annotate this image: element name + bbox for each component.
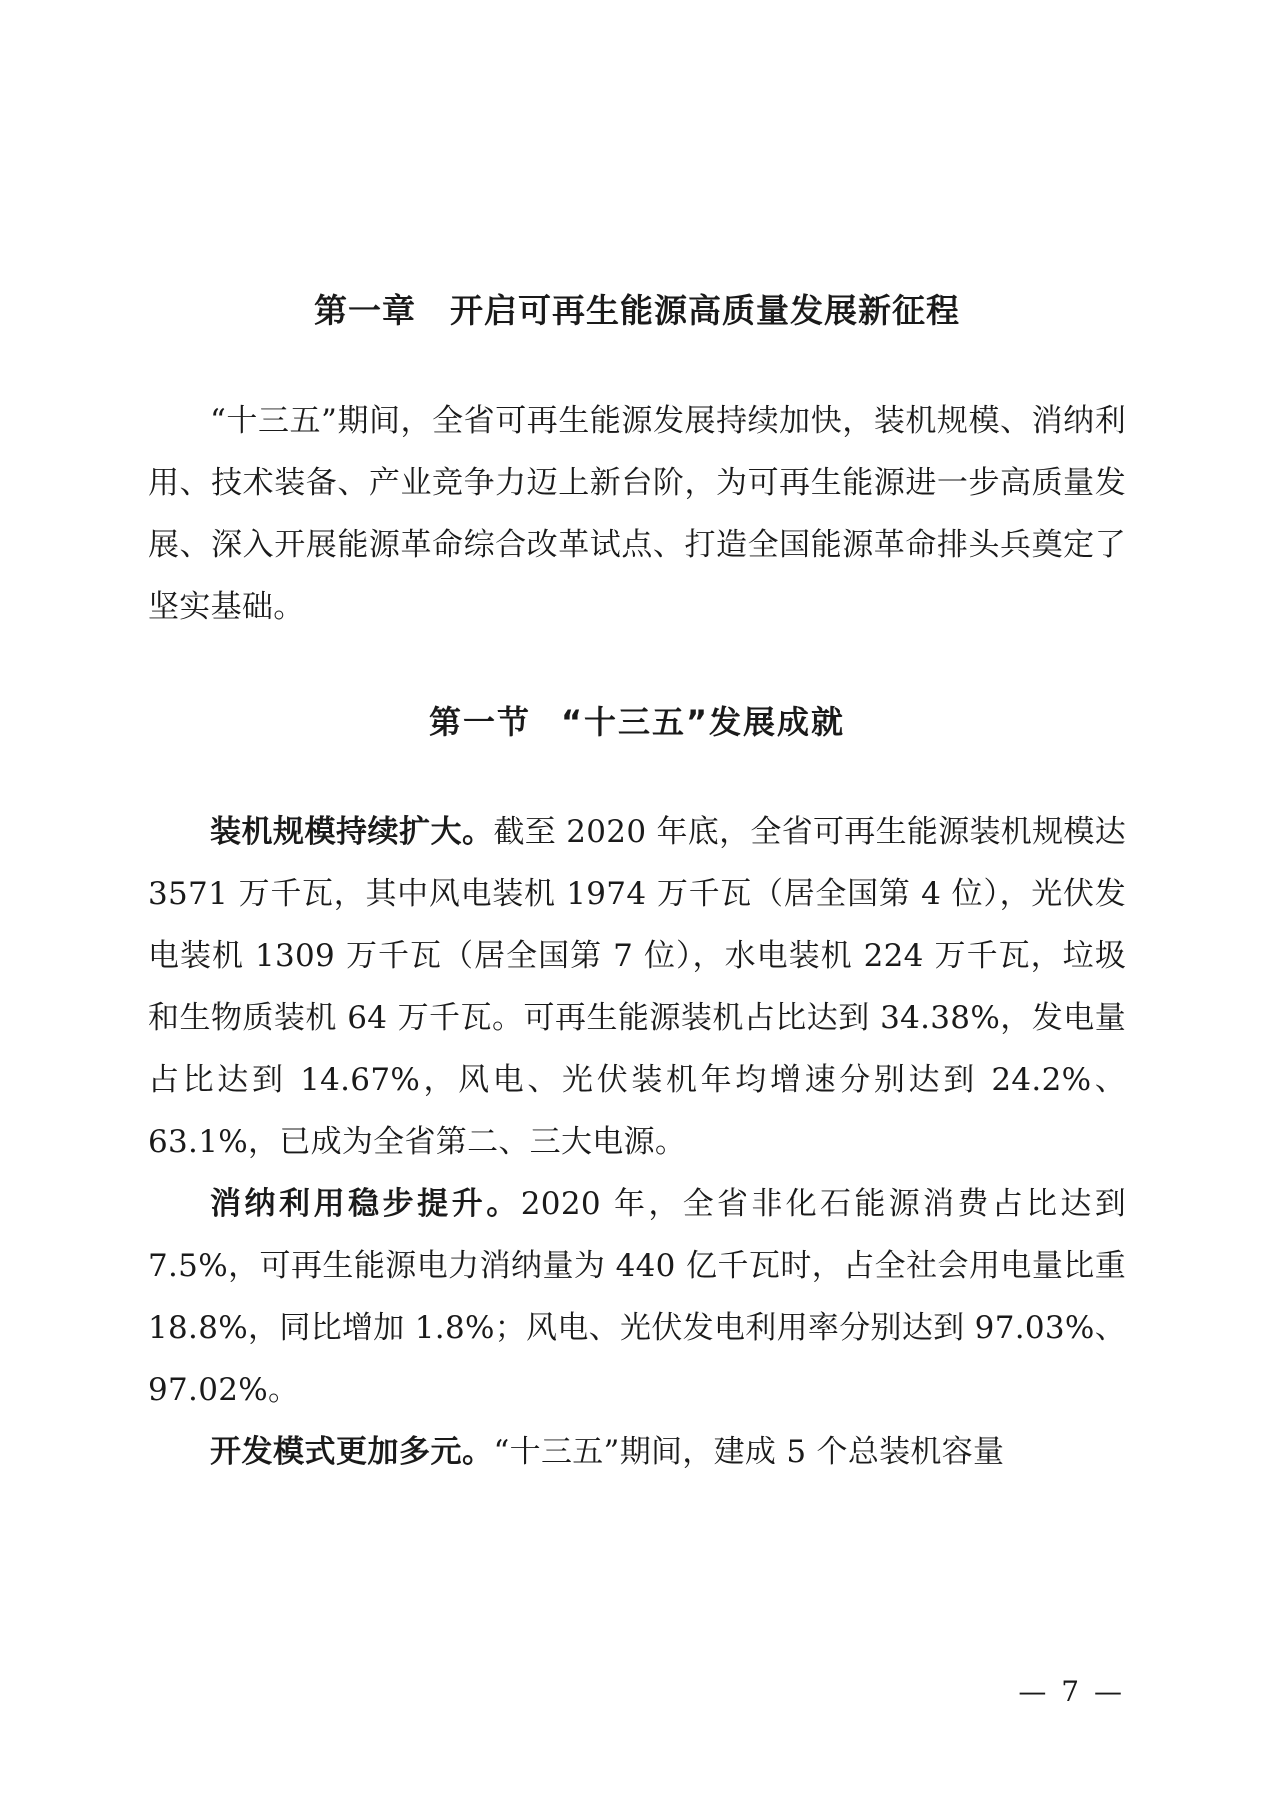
paragraph-text: 截至 2020 年底，全省可再生能源装机规模达 3571 万千瓦，其中风电装机 1974 万千瓦（居全国第 4 位），光伏发电装机 1309 万千瓦（居全国第 7 位），水电装机 224 万千瓦，垃圾和生物质装机 64 万千瓦。可再生能源装机占比达到 34.38%，发电量占比达到 14.67%，风电、光伏装机年均增速分别达到 24.2%、63.1%，已成为全省第二、三大电源。 (148, 813, 1126, 1160)
paragraph-lead: 装机规模持续扩大。 (210, 813, 494, 850)
paragraph-installed-capacity (148, 801, 1126, 1173)
chapter-title-label: 第一章 (314, 291, 416, 330)
section-title-text: “十三五”发展成就 (560, 703, 846, 742)
chapter-title (148, 288, 1126, 334)
intro-block (148, 390, 1126, 638)
paragraph-lead: 开发模式更加多元。 (210, 1433, 494, 1470)
body-block (148, 801, 1126, 1483)
paragraph-lead: 消纳利用稳步提升。 (210, 1185, 521, 1222)
paragraph-development-mode (148, 1421, 1126, 1483)
section-title (148, 700, 1126, 745)
section-title-label: 第一节 (428, 703, 531, 742)
page-content (148, 0, 1126, 1800)
chapter-title-text: 开启可再生能源高质量发展新征程 (450, 291, 960, 330)
paragraph-text: “十三五”期间，建成 5 个总装机容量 (493, 1433, 1005, 1470)
intro-paragraph: “十三五”期间，全省可再生能源发展持续加快，装机规模、消纳利用、技术装备、产业竞争力迈上新台阶，为可再生能源进一步高质量发展、深入开展能源革命综合改革试点、打造全国能源革命排头兵奠定了坚实基础。 (148, 403, 1126, 626)
paragraph-text: 2020 年，全省非化石能源消费占比达到 7.5%，可再生能源电力消纳量为 440 亿千瓦时，占全社会用电量比重 18.8%，同比增加 1.8%；风电、光伏发电利用率分别达到 97.03%、97.02%。 (148, 1185, 1126, 1408)
paragraph-consumption (148, 1173, 1126, 1421)
page-number: — 7 — (1018, 1675, 1125, 1708)
